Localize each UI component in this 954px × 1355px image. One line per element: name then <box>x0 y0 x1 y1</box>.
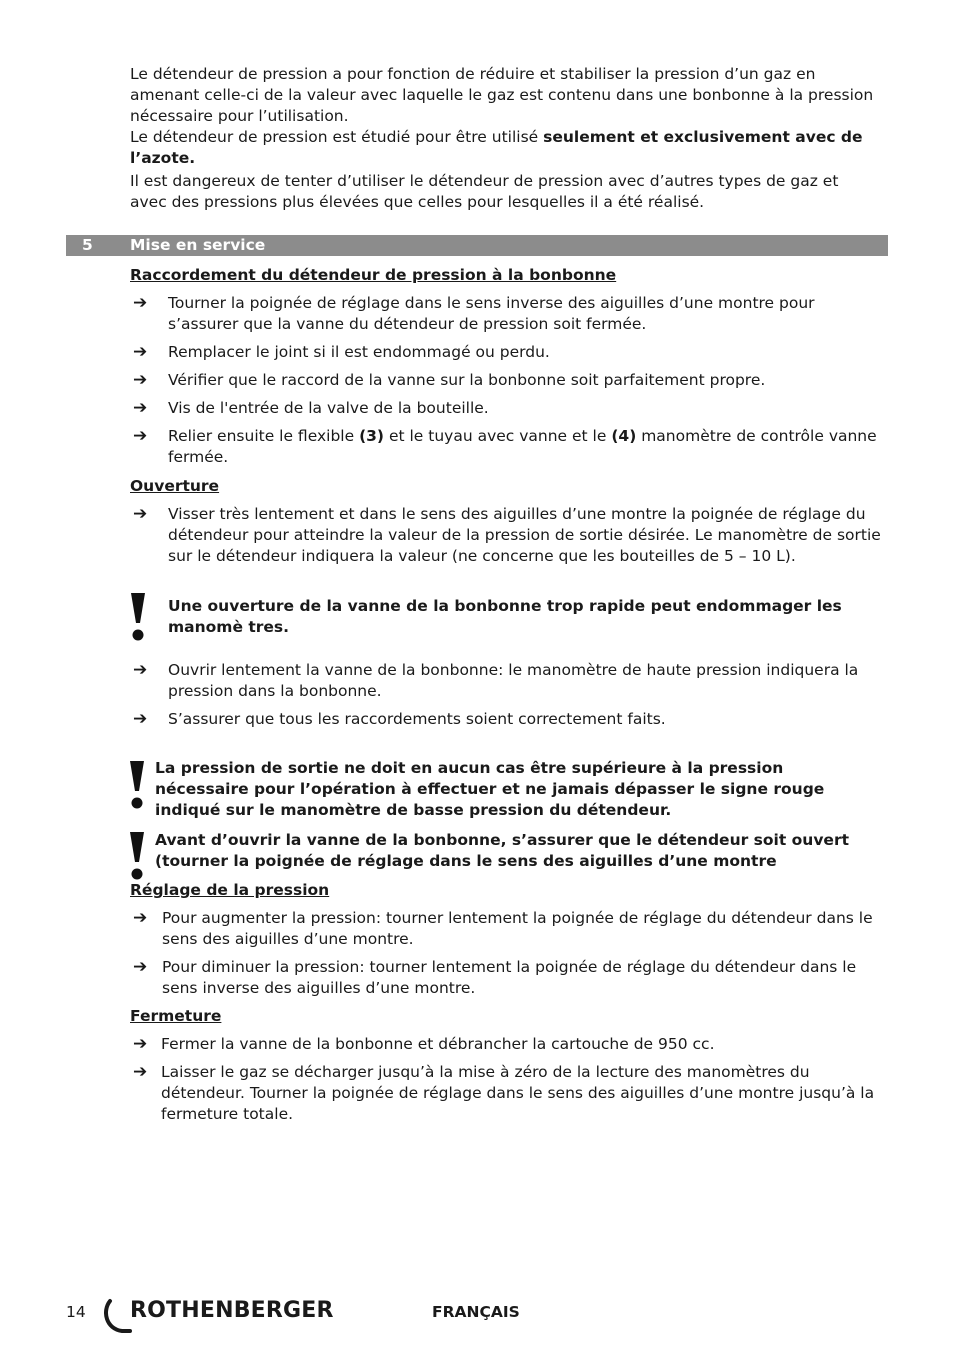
list-item <box>133 957 888 999</box>
list-item-text: Remplacer le joint si il est endommagé ou perdu. <box>168 343 550 361</box>
intro-paragraph-2 <box>130 127 875 169</box>
heading-raccordement: Raccordement du détendeur de pression à la bonbonne <box>130 266 617 284</box>
list-item <box>133 370 888 391</box>
list-item <box>133 398 888 419</box>
heading-fermeture: Fermeture <box>130 1007 222 1025</box>
part-reference: (4) <box>611 427 637 445</box>
list-item-text: Laisser le gaz se décharger jusqu’à la mise à zéro de la lecture des manomètres du détendeur. Tourner la poignée de réglage dans le sens des aiguilles d’une montre jusqu’à la fermeture totale. <box>161 1063 875 1123</box>
list-item-text: Pour augmenter la pression: tourner lentement la poignée de réglage du détendeur dans le sens des aiguilles d’une montre. <box>162 909 873 948</box>
list-item <box>133 426 888 468</box>
list-item-text <box>168 426 888 468</box>
intro-paragraph-1: Le détendeur de pression a pour fonction de réduire et stabiliser la pression d’un gaz en amenant celle-ci de la valeur avec laquelle le gaz est contenu dans une bonbonne à la pression nécessaire pour l’utilisation. <box>130 65 874 125</box>
arrow-right-icon: ➔ <box>133 1034 148 1054</box>
list-item-text: Pour diminuer la pression: tourner lentement la poignée de réglage du détendeur dans le sens inverse des aiguilles d’une montre. <box>162 958 857 997</box>
heading-reglage: Réglage de la pression <box>130 881 330 899</box>
intro-p2-bold: seulement et exclusivement avec de l’azote. <box>130 128 863 167</box>
warning-text-2: La pression de sortie ne doit en aucun cas être supérieure à la pression nécessaire pour l’opération à effectuer et ne jamais dépasser le signe rouge indiqué sur le manomètre de basse pression du détendeur. <box>155 759 825 819</box>
exclamation-icon <box>131 593 145 643</box>
list-item <box>133 342 888 363</box>
list-item-text: Visser très lentement et dans le sens des aiguilles d’une montre la poignée de réglage du détendeur pour atteindre la valeur de la pression de sortie désirée. Le manomètre de sortie sur le détendeur indiquera la valeur (ne concerne que les bouteilles de 5 – 10 L). <box>168 505 881 565</box>
section-number: 5 <box>82 236 93 254</box>
arrow-right-icon: ➔ <box>133 1062 148 1082</box>
arrow-right-icon: ➔ <box>133 398 148 418</box>
section-title: Mise en service <box>130 236 266 254</box>
section-header <box>66 235 888 256</box>
exclamation-icon <box>130 761 144 811</box>
text-fragment: manomètre de contrôle vanne fermée. <box>168 427 877 466</box>
list-item-text: Fermer la vanne de la bonbonne et débrancher la cartouche de 950 cc. <box>161 1035 715 1053</box>
list-item <box>133 293 888 335</box>
list-item <box>133 908 888 950</box>
list-item-text: Tourner la poignée de réglage dans le sens inverse des aiguilles d’une montre pour s’assurer que la vanne du détendeur de pression soit fermée. <box>168 294 815 333</box>
exclamation-icon <box>130 832 144 882</box>
list-item <box>133 660 888 702</box>
part-reference: (3) <box>359 427 385 445</box>
page-number: 14 <box>66 1303 86 1321</box>
arrow-right-icon: ➔ <box>133 660 148 680</box>
text-fragment: et le tuyau avec vanne et le <box>384 427 612 445</box>
arrow-right-icon: ➔ <box>133 293 148 313</box>
list-item-text: Vis de l'entrée de la valve de la bouteille. <box>168 399 489 417</box>
arrow-right-icon: ➔ <box>133 908 148 928</box>
list-item <box>133 504 888 567</box>
warning-text-3: Avant d’ouvrir la vanne de la bonbonne, s’assurer que le détendeur soit ouvert (tourner la poignée de réglage dans le sens des aiguilles d’une montre <box>155 831 849 870</box>
arrow-right-icon: ➔ <box>133 342 148 362</box>
brand-name: ROTHENBERGER <box>130 1298 334 1323</box>
warning-text-1: Une ouverture de la vanne de la bonbonne trop rapide peut endommager les manomè tres. <box>168 597 842 636</box>
list-item-text: Vérifier que le raccord de la vanne sur la bonbonne soit parfaitement propre. <box>168 371 766 389</box>
arrow-right-icon: ➔ <box>133 709 148 729</box>
text-fragment: Relier ensuite le flexible <box>168 427 360 445</box>
arrow-right-icon: ➔ <box>133 370 148 390</box>
intro-p2-text: Le détendeur de pression est étudié pour être utilisé <box>130 128 544 146</box>
list-item-text: S’assurer que tous les raccordements soient correctement faits. <box>168 710 666 728</box>
list-item-text: Ouvrir lentement la vanne de la bonbonne: le manomètre de haute pression indiquera la pression dans la bonbonne. <box>168 661 859 700</box>
intro-paragraph-3: Il est dangereux de tenter d’utiliser le détendeur de pression avec d’autres types de gaz et avec des pressions plus élevées que celles pour lesquelles il a été réalisé. <box>130 172 839 211</box>
list-item <box>133 1034 888 1055</box>
arrow-right-icon: ➔ <box>133 957 148 977</box>
list-item <box>133 709 888 730</box>
heading-ouverture: Ouverture <box>130 477 220 495</box>
arrow-right-icon: ➔ <box>133 504 148 524</box>
footer-language: FRANÇAIS <box>432 1303 520 1321</box>
list-item <box>133 1062 888 1125</box>
arrow-right-icon: ➔ <box>133 426 148 446</box>
